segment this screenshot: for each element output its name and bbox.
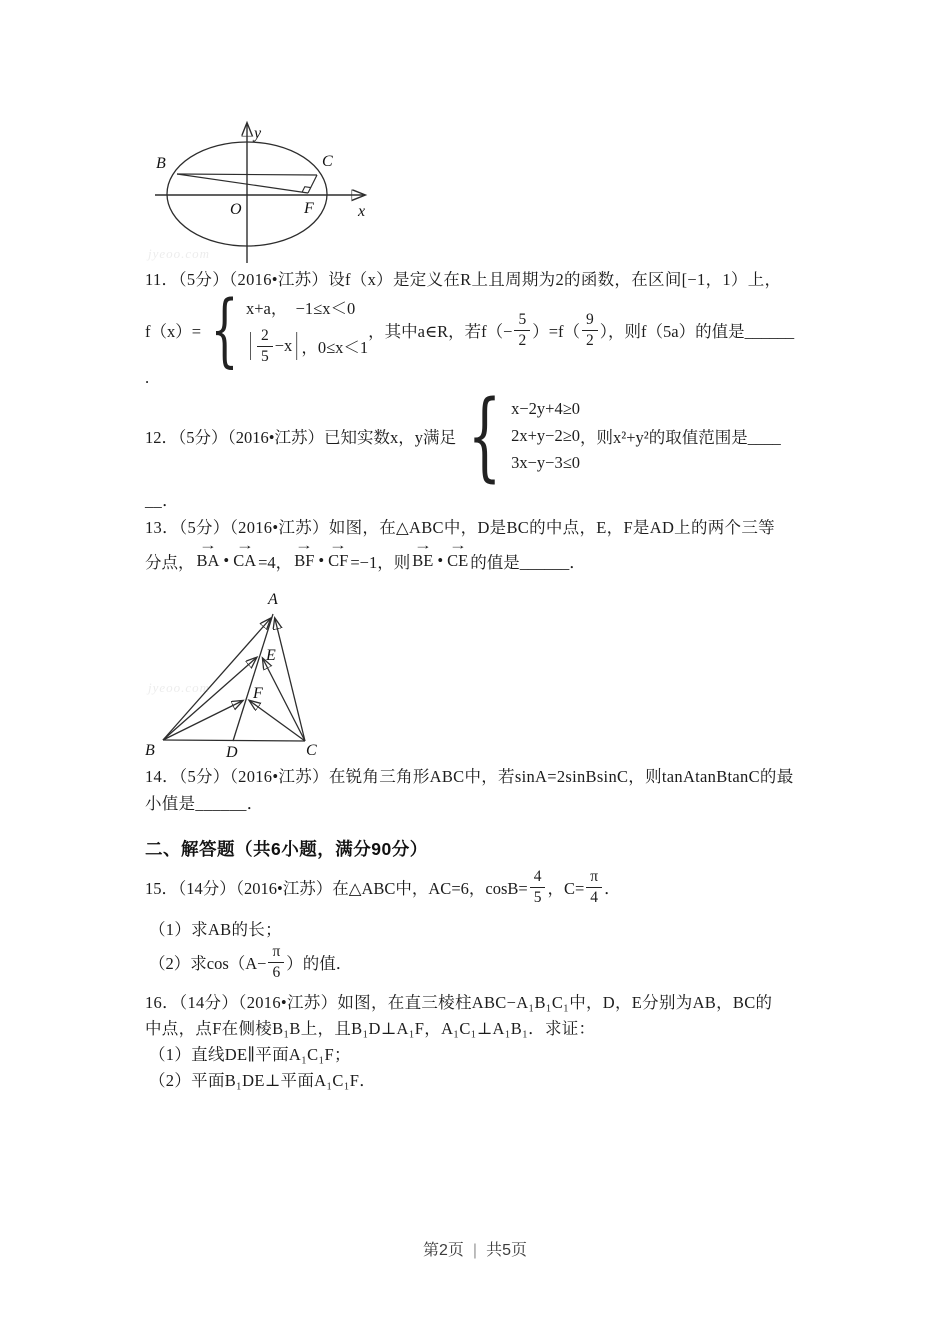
q11-mid3: ），则f（5a）的值是______ [599,322,795,341]
question-15-part1: （1）求AB的长； [149,920,282,939]
segment-cf [308,175,317,193]
question-14-line1: 14．（5分）（2016•江苏）在锐角三角形ABC中，若sinA=2sinBsinC，则tanAtanBtanC的最 [145,767,794,786]
q15-mid: ，C= [547,879,585,898]
fraction-4-5: $\frac{4}{5}$ [530,868,546,907]
footer-page-number: 第2页 [423,1242,464,1259]
q11-cases [246,295,368,366]
q13-seg2: =−1，则 [350,553,411,572]
q15-lead: 15．（14分）（2016•江苏）在△ABC中，AC=6，cosB= [145,879,528,898]
point-label-f: F [253,685,263,702]
footer-total-pages: 共5页 [486,1242,527,1259]
q15-part2-pre: （2）求cos（A− [149,954,267,973]
ellipse-figure-svg [138,108,378,268]
fraction-5-2: $\frac{5}{2}$ [514,311,530,350]
system-brace: { [467,380,502,492]
vector-be: → BE [412,551,433,571]
question-11-period: . [145,368,150,387]
question-16-part1: （1）直线DE∥平面A₁C₁F； [149,1045,351,1064]
segment-bf [177,174,308,193]
section-2-title: 二、解答题（共6小题，满分90分） [145,839,428,859]
question-12-tail2: __． [145,491,179,510]
point-label-e: E [266,647,276,664]
question-13-line1: 13．（5分）（2016•江苏）如图，在△ABC中，D是BC的中点，E，F是AD上的两个三等 [145,518,775,537]
q13-seg1: =4， [258,553,293,572]
fraction-pi-6: $\frac{\pi}{6}$ [268,943,284,982]
q11-case2-post: ，0≤x＜1 [301,338,369,357]
chord-bc [177,174,317,175]
triangle-figure [140,588,345,775]
abs-bar-open: | [248,328,252,362]
arrow-b-to-e [163,658,256,740]
question-15-part2 [149,938,352,986]
question-13-line2 [145,549,586,573]
question-11-line1: 11．（5分）（2016•江苏）设f（x）是定义在R上且周期为2的函数，在区间[−1，1）上， [145,270,782,289]
fraction-2-5: $\frac{2}{5}$ [257,327,273,366]
vector-ca: → CA [233,551,256,571]
q11-case1: x+a， −1≤x＜0 [245,298,356,318]
dot-product-2: • [318,551,325,570]
q12-system [511,399,580,473]
watermark: jyeoo.com [148,680,211,695]
point-label-a: A [268,591,278,608]
dot-product-1: • [223,551,230,570]
point-label-c: C [322,153,333,170]
vector-ce: → CE [447,551,468,571]
q15-end: ． [604,879,621,898]
q11-mid1: ，其中a∈R，若f（− [368,322,513,341]
point-label-d: D [226,744,238,761]
piecewise-brace: { [210,283,239,376]
arrow-c-to-e [263,659,305,741]
footer-separator: | [472,1242,478,1259]
axis-label-y: y [254,125,262,142]
point-label-b: B [156,155,166,172]
question-16-line1: 16．（14分）（2016•江苏）如图，在直三棱柱ABC−A₁B₁C₁中，D，E分别为AB，BC的 [145,993,773,1012]
q13-pre: 分点， [145,553,195,572]
median-ad [233,614,273,741]
q13-tail: 的值是______． [470,553,586,572]
q12-inequality-3: 3x−y−3≤0 [511,453,581,472]
point-label-f: F [304,200,314,217]
q12-inequality-1: x−2y+4≥0 [511,399,581,418]
arrow-b-to-f [163,701,242,740]
axis-label-x: x [358,203,366,220]
q11-fx-label: f（x）= [145,322,202,341]
question-14-line2: 小值是______． [145,794,264,813]
question-12 [145,380,781,492]
q12-tail: ，则x²+y²的取值范围是____ [580,428,781,447]
watermark: jyeoo.com [148,246,211,261]
q12-lead: 12．（5分）（2016•江苏）已知实数x，y满足 [145,428,457,447]
side-bc [163,740,305,741]
point-label-c: C [306,742,317,759]
point-label-b: B [145,742,155,759]
q11-mid2: ）=f（ [532,322,581,341]
fraction-9-2: $\frac{9}{2}$ [582,311,598,350]
ellipse-figure [138,108,378,273]
dot-product-3: • [437,551,444,570]
question-16-line2: 中点，点F在侧棱B₁B上，且B₁D⊥A₁F，A₁C₁⊥A₁B₁．求证： [145,1019,596,1038]
triangle-figure-svg [140,588,345,770]
q11-case2-mid: −x [274,336,293,355]
abs-bar-close: | [295,328,299,362]
q11-case2 [246,327,368,366]
fraction-pi-4: $\frac{\pi}{4}$ [586,868,602,907]
question-11-formula [145,283,795,376]
question-16-part2: （2）平面B₁DE⊥平面A₁C₁F． [149,1071,377,1090]
vector-cf: → CF [328,551,348,571]
vector-bf: → BF [294,551,314,571]
page-footer [0,1237,950,1260]
q15-part2-post: ）的值． [286,954,353,973]
point-label-o: O [230,201,242,218]
question-15-line1 [145,862,621,912]
vector-ba: → BA [197,551,220,571]
q12-inequality-2: 2x+y−2≥0 [511,426,581,445]
